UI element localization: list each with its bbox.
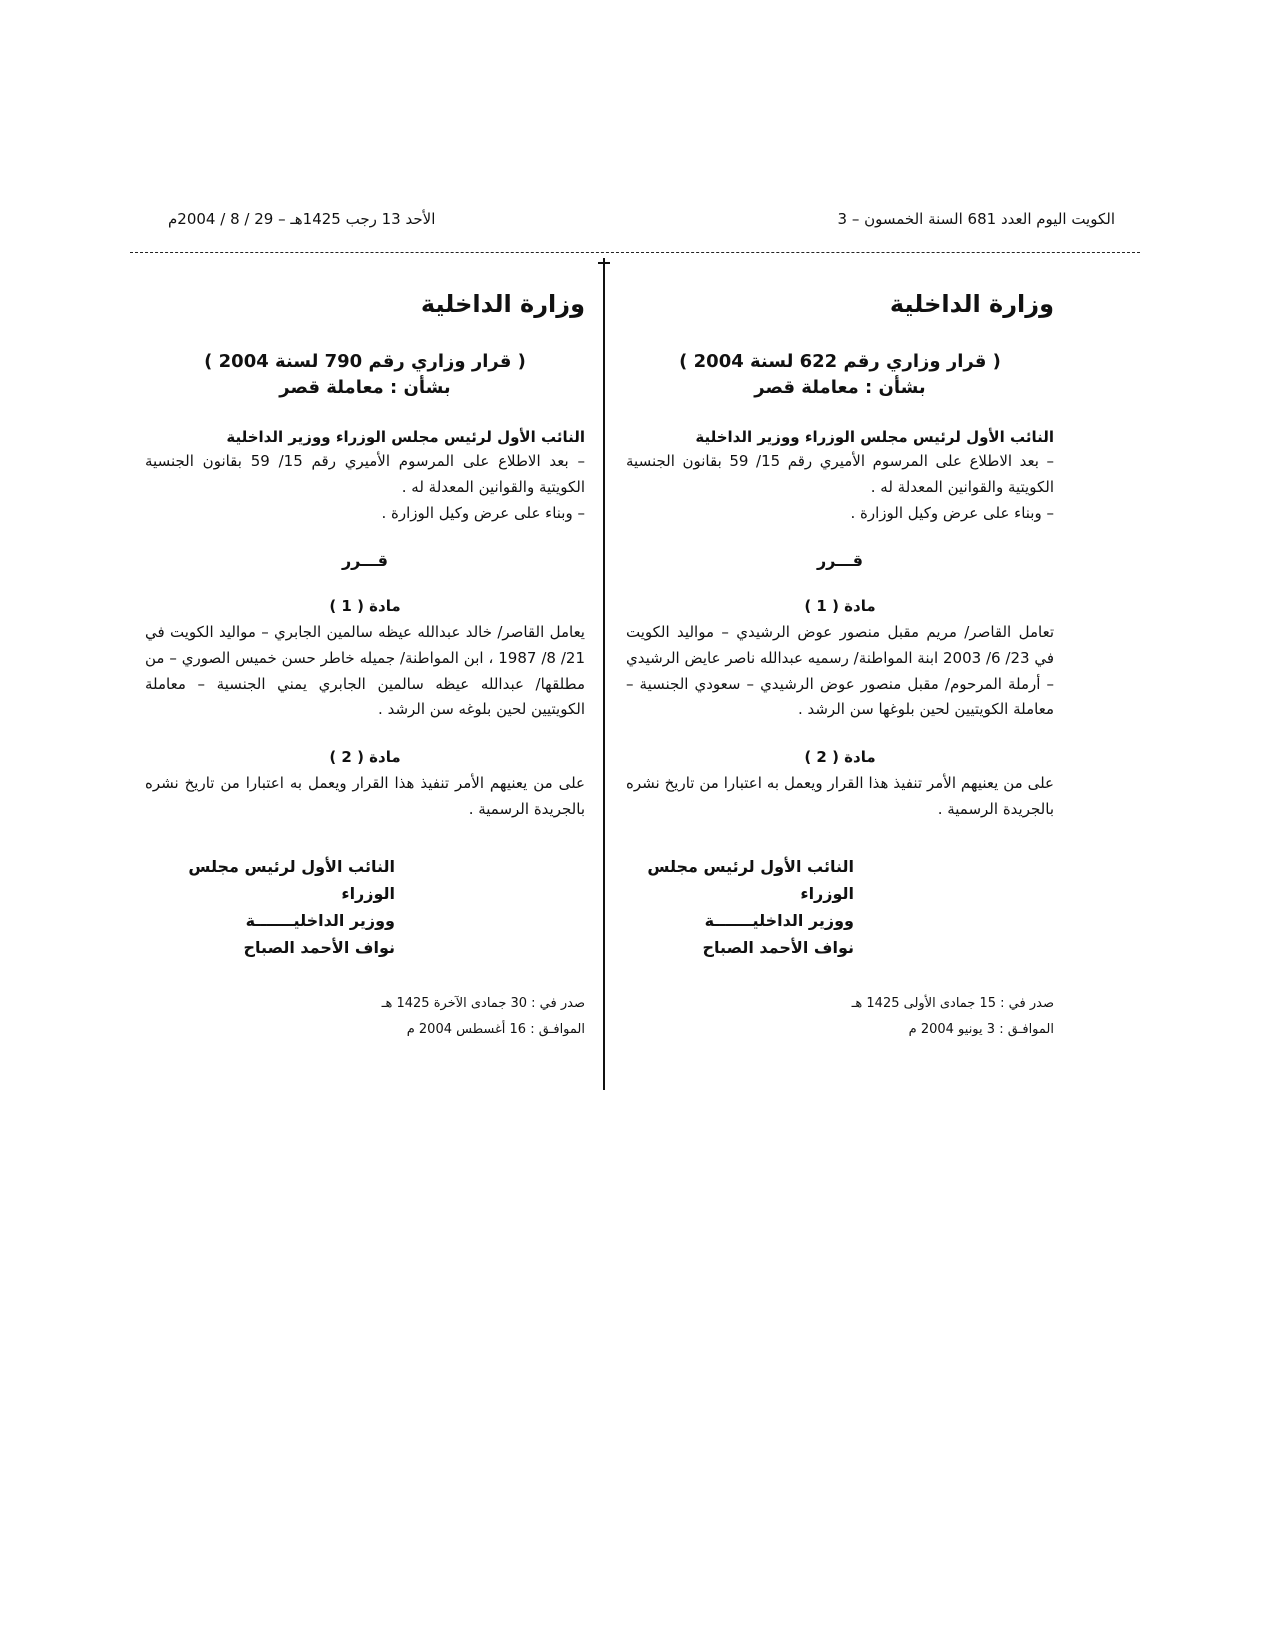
- corresponding-date: الموافـق : 16 أغسطس 2004 م: [406, 1022, 585, 1038]
- decree-subject: بشأن : معاملة قصر: [279, 376, 451, 398]
- signature-name: نواف الأحمد الصباح: [243, 938, 395, 958]
- article-1-heading: مادة ( 1 ): [804, 597, 876, 616]
- preamble-decree-reference: – بعد الاطلاع على المرسوم الأميري رقم 15/ 59 بقانون الجنسية الكويتية والقوانين المعدلة له .: [626, 452, 1054, 497]
- signature-block: [594, 853, 854, 962]
- article-2-heading: مادة ( 2 ): [804, 748, 876, 767]
- page-header-right: الكويت اليوم العدد 681 السنة الخمسون – 3: [837, 210, 1115, 228]
- preamble-undersecretary: – وبناء على عرض وكيل الوزارة .: [850, 503, 1054, 522]
- decree-622-column: [626, 290, 1054, 1043]
- signature-name: نواف الأحمد الصباح: [702, 938, 854, 958]
- decree-790-column: [145, 290, 585, 1043]
- decided-heading: قـــرر: [341, 550, 389, 570]
- header-divider: [130, 252, 1140, 253]
- decided-heading: قـــرر: [816, 550, 864, 570]
- signature-title: النائب الأول لرئيس مجلس الوزراء: [188, 856, 395, 903]
- ministry-heading: وزارة الداخلية: [420, 290, 585, 318]
- preamble-undersecretary: – وبناء على عرض وكيل الوزارة .: [381, 503, 585, 522]
- decree-title: ( قرار وزاري رقم 622 لسنة 2004 ): [679, 350, 1001, 372]
- decree-title: ( قرار وزاري رقم 790 لسنة 2004 ): [204, 350, 526, 372]
- article-2-heading: مادة ( 2 ): [329, 748, 401, 767]
- signature-block: [135, 853, 395, 962]
- signature-ministry: ووزير الداخليـــــــة: [704, 910, 854, 930]
- decree-subject: بشأن : معاملة قصر: [754, 376, 926, 398]
- article-1-text: تعامل القاصر/ مريم مقبل منصور عوض الرشيدي – مواليد الكويت في 23/ 6/ 2003 ابنة المواطنة/ رسميه عبدالله ناصر عايض الرشيدي – أرملة المرحوم/ مقبل منصور عوض الرشيدي – سعودي الجنسية – معاملة الكويتيين لحين بلوغها سن الرشد .: [626, 623, 1054, 719]
- column-divider-tick: [598, 262, 610, 264]
- corresponding-date: الموافـق : 3 يونيو 2004 م: [908, 1022, 1054, 1038]
- signature-ministry: ووزير الداخليـــــــة: [245, 910, 395, 930]
- preamble-decree-reference: – بعد الاطلاع على المرسوم الأميري رقم 15/ 59 بقانون الجنسية الكويتية والقوانين المعدلة له .: [145, 452, 585, 497]
- article-2-text: على من يعنيهم الأمر تنفيذ هذا القرار ويعمل به اعتبارا من تاريخ نشره بالجريدة الرسمية .: [145, 774, 585, 818]
- ministry-heading: وزارة الداخلية: [889, 290, 1054, 318]
- issuer-line: النائب الأول لرئيس مجلس الوزراء ووزير الداخلية: [226, 428, 585, 447]
- issued-date: صدر في : 30 جمادى الآخرة 1425 هـ: [381, 996, 585, 1012]
- article-2-text: على من يعنيهم الأمر تنفيذ هذا القرار ويعمل به اعتبارا من تاريخ نشره بالجريدة الرسمية .: [626, 774, 1054, 818]
- article-1-heading: مادة ( 1 ): [329, 597, 401, 616]
- signature-title: النائب الأول لرئيس مجلس الوزراء: [647, 856, 854, 903]
- article-1-text: يعامل القاصر/ خالد عبدالله عيظه سالمين الجابري – مواليد الكويت في 21/ 8/ 1987 ، ابن المواطنة/ جميله خاطر حسن خميس الصوري – من مطلقها/ عبدالله عيظه سالمين الجابري يمني الجنسية – معاملة الكويتيين لحين بلوغه سن الرشد .: [145, 623, 585, 719]
- issued-date: صدر في : 15 جمادى الأولى 1425 هـ: [851, 996, 1054, 1012]
- page-header-left: الأحد 13 رجب 1425هـ – 29 / 8 / 2004م: [168, 210, 436, 228]
- issuer-line: النائب الأول لرئيس مجلس الوزراء ووزير الداخلية: [695, 428, 1054, 447]
- column-divider: [603, 258, 605, 1090]
